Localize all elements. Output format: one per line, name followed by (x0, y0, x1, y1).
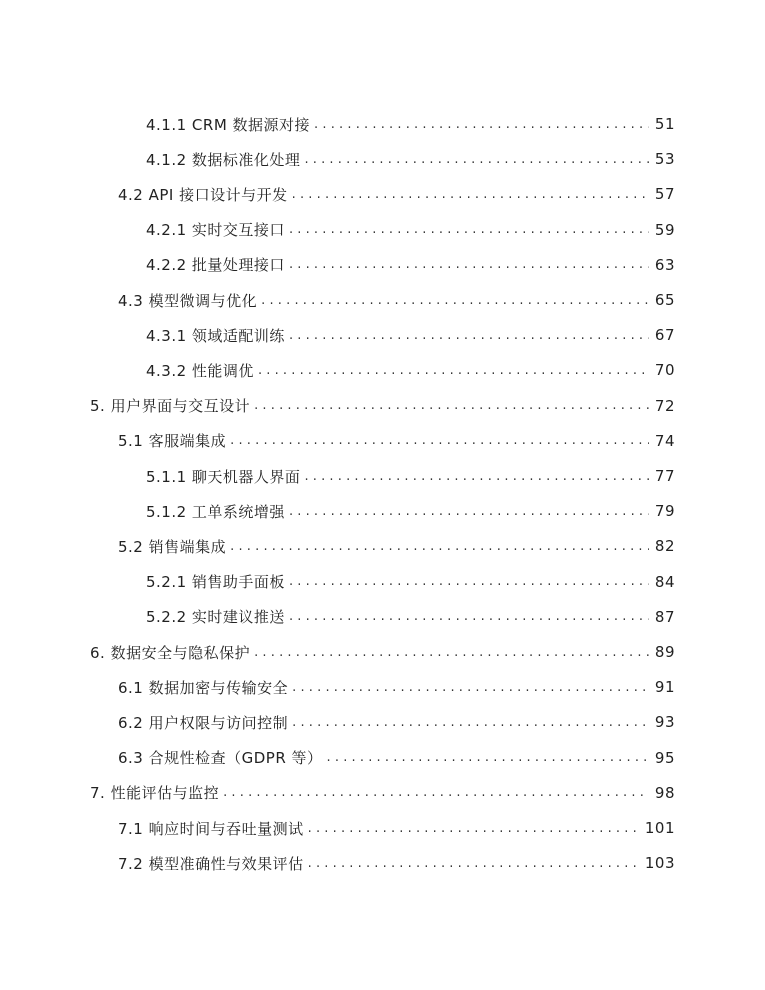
toc-entry[interactable] (146, 247, 675, 283)
toc-entry-label: 4.2 API 接口设计与开发 (118, 185, 288, 204)
toc-dot-leader (327, 750, 649, 765)
toc-page-number: 63 (654, 255, 675, 274)
toc-dot-leader (230, 539, 649, 554)
toc-entry[interactable] (90, 634, 675, 670)
toc-entry[interactable] (118, 740, 675, 776)
toc-entry[interactable] (146, 106, 675, 142)
toc-entry[interactable] (146, 141, 675, 177)
toc-page-number: 70 (654, 361, 675, 380)
toc-page-number: 89 (654, 643, 675, 661)
toc-page-number: 53 (654, 150, 675, 169)
toc-page-number: 98 (654, 783, 675, 802)
toc-page-number: 51 (654, 115, 675, 133)
toc-entry-label: 4.3 模型微调与优化 (118, 291, 258, 310)
toc-entry[interactable] (146, 317, 675, 353)
toc-entry-label: 5.2 销售端集成 (118, 537, 227, 556)
toc-dot-leader (261, 293, 649, 308)
toc-dot-leader (304, 152, 648, 167)
toc-entry[interactable] (118, 669, 675, 705)
toc-entry[interactable] (146, 493, 675, 529)
toc-entry[interactable] (146, 564, 675, 600)
toc-entry[interactable] (90, 388, 675, 424)
toc-dot-leader (254, 398, 649, 413)
toc-page-number: 84 (654, 572, 675, 591)
toc-entry[interactable] (118, 704, 675, 740)
toc-dot-leader (292, 715, 649, 730)
toc-dot-leader (292, 187, 649, 202)
toc-entry-label: 6.3 合规性检查（GDPR 等） (118, 749, 323, 768)
toc-entry[interactable] (118, 176, 675, 212)
toc-page-number: 72 (654, 396, 675, 415)
toc-entry-label: 5.1.1 聊天机器人界面 (146, 467, 301, 486)
toc-page-number: 65 (654, 291, 675, 309)
toc-entry-label: 5. 用户界面与交互设计 (90, 397, 251, 416)
toc-page-number: 87 (654, 607, 675, 626)
toc-dot-leader (289, 609, 649, 624)
toc-entry-label: 7.2 模型准确性与效果评估 (118, 854, 304, 873)
toc-entry-label: 7. 性能评估与监控 (90, 784, 220, 803)
toc-entry[interactable] (118, 845, 675, 881)
toc-entry[interactable] (118, 423, 675, 459)
toc-page-number: 77 (654, 467, 675, 485)
toc-dot-leader (230, 433, 649, 448)
toc-entry-label: 4.2.1 实时交互接口 (146, 221, 285, 240)
toc-dot-leader (289, 222, 649, 237)
toc-dot-leader (292, 680, 649, 695)
toc-entry-label: 4.2.2 批量处理接口 (146, 256, 285, 275)
toc-entry-label: 6.1 数据加密与传输安全 (118, 678, 289, 697)
toc-page-number: 82 (654, 537, 675, 556)
toc-dot-leader (258, 363, 649, 378)
toc-page-number: 57 (654, 185, 675, 204)
toc-entry[interactable] (146, 352, 675, 388)
toc-entry-label: 4.1.1 CRM 数据源对接 (146, 115, 311, 134)
toc-dot-leader (308, 821, 639, 836)
toc-dot-leader (304, 469, 648, 484)
toc-entry-label: 4.1.2 数据标准化处理 (146, 150, 301, 169)
toc-dot-leader (289, 504, 649, 519)
toc-entry-label: 5.1.2 工单系统增强 (146, 502, 285, 521)
toc-entry[interactable] (118, 528, 675, 564)
toc-dot-leader (289, 257, 649, 272)
toc-page-number: 67 (654, 326, 675, 345)
toc-entry-label: 5.2.1 销售助手面板 (146, 573, 285, 592)
toc-page-number: 91 (654, 678, 675, 697)
toc-page-number: 103 (644, 854, 675, 873)
toc-page-number: 95 (654, 748, 675, 767)
toc-page-number: 93 (654, 713, 675, 732)
toc-entry-label: 5.1 客服端集成 (118, 432, 227, 451)
toc-entry-label: 4.3.2 性能调优 (146, 361, 254, 380)
toc-entry-label: 4.3.1 领域适配训练 (146, 326, 285, 345)
toc-dot-leader (254, 645, 649, 660)
toc-entry[interactable] (118, 282, 675, 318)
toc-dot-leader (289, 574, 649, 589)
toc-entry-label: 6. 数据安全与隐私保护 (90, 643, 251, 662)
toc-entry-label: 6.2 用户权限与访问控制 (118, 713, 289, 732)
toc-entry-label: 5.2.2 实时建议推送 (146, 608, 285, 627)
toc-entry-label: 7.1 响应时间与吞吐量测试 (118, 819, 304, 838)
toc-page-number: 101 (644, 819, 675, 837)
toc-entry[interactable] (146, 212, 675, 248)
toc-entry[interactable] (146, 458, 675, 494)
toc-dot-leader (308, 856, 639, 871)
toc-page-number: 79 (654, 502, 675, 521)
toc-entry[interactable] (118, 810, 675, 846)
toc-dot-leader (223, 785, 649, 800)
toc-entry[interactable] (146, 599, 675, 635)
toc-entry[interactable] (90, 775, 675, 811)
toc-page-number: 74 (654, 431, 675, 450)
toc-page-number: 59 (654, 220, 675, 239)
toc-dot-leader (314, 117, 649, 132)
toc-dot-leader (289, 328, 649, 343)
